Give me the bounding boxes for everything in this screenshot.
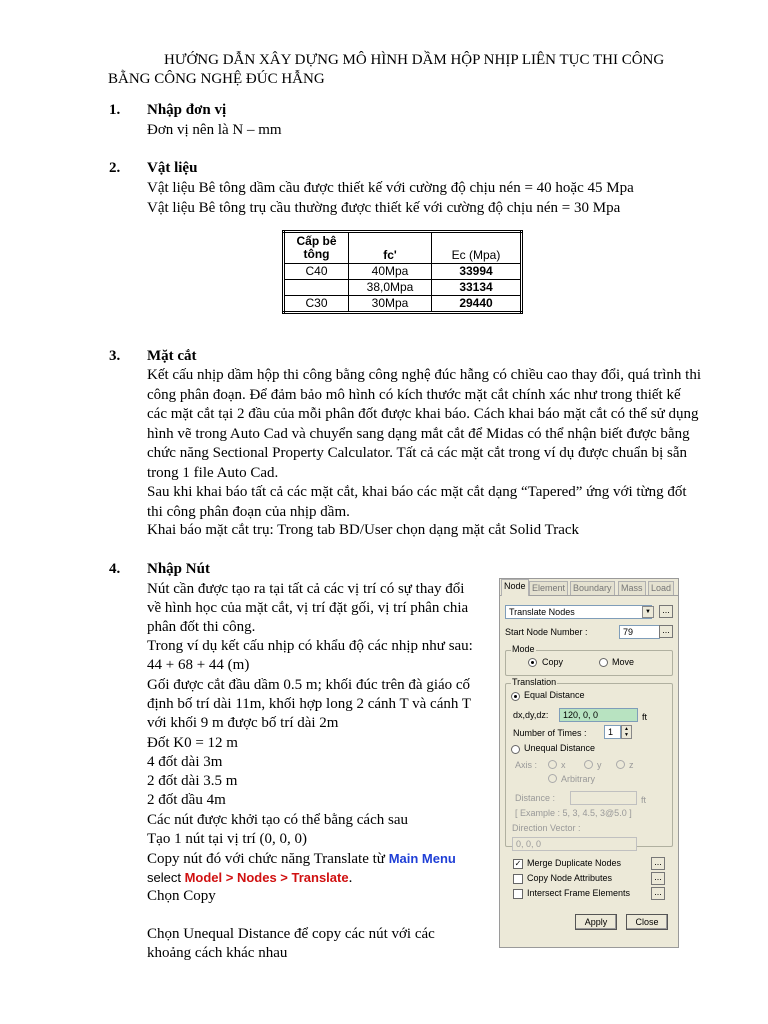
choose-copy-line: Chọn Copy	[147, 888, 216, 904]
section-1-text: Đơn vị nên là N – mm	[147, 122, 282, 138]
table-header-ec: Ec (Mpa)	[432, 232, 522, 264]
section-4-line: với khối 9 m được bố trí dài 2m	[147, 715, 339, 731]
intersect-elements-label: Intersect Frame Elements	[527, 888, 631, 898]
move-radio-label: Move	[612, 657, 635, 667]
copy-attributes-checkbox[interactable]	[513, 874, 523, 884]
axis-z-label: z	[629, 760, 634, 770]
axis-label: Axis :	[515, 760, 538, 770]
times-spinner[interactable]: ▲ ▼	[621, 725, 632, 739]
start-node-pick-button[interactable]: ...	[659, 625, 673, 638]
section-4-line: Trong ví dụ kết cấu nhịp có khẩu độ các nhịp như sau:	[147, 638, 473, 654]
section-2-line-2: Vật liệu Bê tông trụ cầu thường được thiết kế với cường độ chịu nén = 30 Mpa	[147, 200, 621, 216]
section-3-number: 3.	[109, 348, 121, 364]
translate-nodes-dialog	[499, 578, 679, 948]
distance-example: [ Example : 5, 3, 4.5, 3@5.0 ]	[515, 808, 632, 818]
section-4-line: Đốt K0 = 12 m	[147, 735, 238, 751]
unequal-distance-label: Unequal Distance	[524, 743, 596, 753]
table-cell	[284, 280, 349, 296]
table-row	[284, 296, 522, 313]
title-line-1: HƯỚNG DẪN XÂY DỰNG MÔ HÌNH DẦM HỘP NHỊP LIÊN TỤC THI CÔNG	[164, 52, 665, 68]
section-3-paragraph-1: Kết cấu nhịp dầm hộp thi công bằng công nghệ đúc hẫng có chiều cao thay đổi, quá trình thi công phân đoạn. Để đảm bảo mô hình có kích thước mặt cắt chính xác như trong thiết kế các mặt cắt tại 2 đầu của mỗi phân đốt được khai báo. Cách khai báo mặt cắt có thể sử dụng hình vẽ trong Auto Cad và chuyển sang dạng mắt cắt để Midas có thể nhận biết được bằng chức năng Sectional Property Calculator. Tất cả các mặt cắt trong ví dụ được chuẩn bị sẵn trong 1 file Auto Cad.	[147, 367, 702, 481]
section-4-line: 4 đốt dài 3m	[147, 754, 223, 770]
table-row	[284, 280, 522, 296]
section-4-line: về hình học của mặt cắt, vị trí đặt gối, vị trí phân chia	[147, 600, 469, 616]
copy-instruction	[147, 849, 456, 869]
table-row	[284, 264, 522, 280]
copy-radio[interactable]	[528, 658, 537, 667]
start-node-input[interactable]: 79	[619, 625, 660, 639]
tab-element[interactable]: Element	[529, 581, 568, 595]
table-cell: 29440	[432, 296, 522, 313]
times-label: Number of Times :	[513, 728, 587, 738]
mode-group-label: Mode	[512, 644, 535, 654]
table-cell: C40	[284, 264, 349, 280]
document-title	[108, 51, 708, 89]
start-node-label: Start Node Number :	[505, 627, 588, 637]
menu-path-line	[147, 868, 352, 888]
axis-arbitrary-label: Arbitrary	[561, 774, 596, 784]
section-3-heading: Mặt cắt	[147, 348, 197, 364]
table-cell: 30Mpa	[349, 296, 432, 313]
times-input[interactable]: 1	[604, 725, 621, 739]
direction-vector-input[interactable]: 0, 0, 0	[512, 837, 637, 851]
axis-y-label: y	[597, 760, 602, 770]
dialog-tab-bar	[500, 579, 678, 596]
section-2-line-1: Vật liệu Bê tông dầm cầu được thiết kế với cường độ chịu nén = 40 hoặc 45 Mpa	[147, 180, 634, 196]
tab-load[interactable]: Load	[648, 581, 674, 595]
section-4-line: 2 đốt dầu 4m	[147, 792, 226, 808]
section-3-paragraph-2: Sau khi khai báo tất cả các mặt cắt, khai báo các mặt cắt dạng “Tapered” ứng với từng đốt thi công phân đoạn của nhịp dầm.	[147, 484, 687, 520]
direction-vector-label: Direction Vector :	[512, 823, 581, 833]
section-4-line: Nút cần được tạo ra tại tất cả các vị trí có sự thay đổi	[147, 581, 465, 597]
section-4-line: định bố trí dài 11m, khối hợp long 2 cánh T và cánh T	[147, 696, 472, 712]
table-cell: 33134	[432, 280, 522, 296]
section-4-line: Tạo 1 nút tại vị trí (0, 0, 0)	[147, 831, 307, 847]
section-2-number: 2.	[109, 160, 121, 176]
equal-distance-label: Equal Distance	[524, 690, 585, 700]
dxdydz-unit: ft	[642, 712, 648, 722]
section-4-heading: Nhập Nút	[147, 561, 210, 577]
copy-instruction-text: Copy nút đó với chức năng Translate từ	[147, 851, 389, 867]
material-table	[282, 230, 523, 314]
intersect-elements-checkbox[interactable]	[513, 889, 523, 899]
tab-mass[interactable]: Mass	[618, 581, 646, 595]
section-4-line: 2 đốt dài 3.5 m	[147, 773, 238, 789]
dxdydz-input[interactable]: 120, 0, 0	[559, 708, 638, 722]
function-select[interactable]: Translate Nodes	[505, 605, 652, 619]
axis-arbitrary-radio[interactable]	[548, 774, 557, 783]
merge-options-button[interactable]: ...	[651, 857, 665, 870]
merge-duplicate-checkbox[interactable]: ✓	[514, 859, 522, 868]
tab-boundary[interactable]: Boundary	[570, 581, 615, 595]
unequal-line-2: khoảng cách khác nhau	[147, 945, 288, 961]
axis-x-label: x	[561, 760, 566, 770]
dxdydz-label: dx,dy,dz:	[513, 710, 549, 720]
tab-node[interactable]: Node	[501, 579, 529, 596]
table-cell: C30	[284, 296, 349, 313]
function-more-button[interactable]: ...	[659, 605, 673, 618]
unequal-distance-radio[interactable]	[511, 745, 520, 754]
distance-label: Distance :	[515, 793, 556, 803]
close-button[interactable]: Close	[626, 914, 668, 930]
table-header-row	[284, 232, 522, 264]
table-cell: 38,0Mpa	[349, 280, 432, 296]
section-2-heading: Vật liệu	[147, 160, 198, 176]
axis-x-radio[interactable]	[548, 760, 557, 769]
main-menu-ref: Main Menu	[388, 851, 456, 866]
distance-unit: ft	[641, 795, 647, 805]
axis-y-radio[interactable]	[584, 760, 593, 769]
unequal-line-1: Chọn Unequal Distance để copy các nút với các	[147, 926, 435, 942]
distance-input[interactable]	[570, 791, 637, 805]
section-4-line: phân đốt thi công.	[147, 619, 256, 635]
menu-path-period: .	[348, 870, 353, 886]
intersect-options-button[interactable]: ...	[651, 887, 665, 900]
apply-button[interactable]: Apply	[575, 914, 617, 930]
menu-path: Model > Nodes > Translate	[184, 870, 349, 885]
equal-distance-radio[interactable]	[511, 692, 520, 701]
table-header-fc: fc'	[349, 232, 432, 264]
copy-attributes-button[interactable]: ...	[651, 872, 665, 885]
copy-radio-label: Copy	[542, 657, 564, 667]
table-header-grade: Cấp bê tông	[284, 232, 349, 264]
table-cell: 33994	[432, 264, 522, 280]
title-line-2: BẰNG CÔNG NGHỆ ĐÚC HẪNG	[108, 71, 325, 87]
select-word: select	[147, 870, 185, 885]
section-4-line: 44 + 68 + 44 (m)	[147, 657, 250, 673]
section-4-number: 4.	[109, 561, 121, 577]
section-1-heading: Nhập đơn vị	[147, 102, 227, 118]
section-3-paragraph-3: Khai báo mặt cắt trụ: Trong tab BD/User chọn dạng mặt cắt Solid Track	[147, 522, 580, 538]
axis-z-radio[interactable]	[616, 760, 625, 769]
table-cell: 40Mpa	[349, 264, 432, 280]
move-radio[interactable]	[599, 658, 608, 667]
copy-attributes-label: Copy Node Attributes	[527, 873, 613, 883]
section-1-number: 1.	[109, 102, 121, 118]
chevron-down-icon[interactable]: ▼	[642, 606, 654, 618]
section-4-line: Các nút được khởi tạo có thể bằng cách sau	[147, 812, 408, 828]
section-4-line: Gối được cắt đầu dầm 0.5 m; khối đúc trên đà giáo cố	[147, 677, 471, 693]
translation-group-label: Translation	[512, 677, 557, 687]
merge-duplicate-label: Merge Duplicate Nodes	[527, 858, 622, 868]
